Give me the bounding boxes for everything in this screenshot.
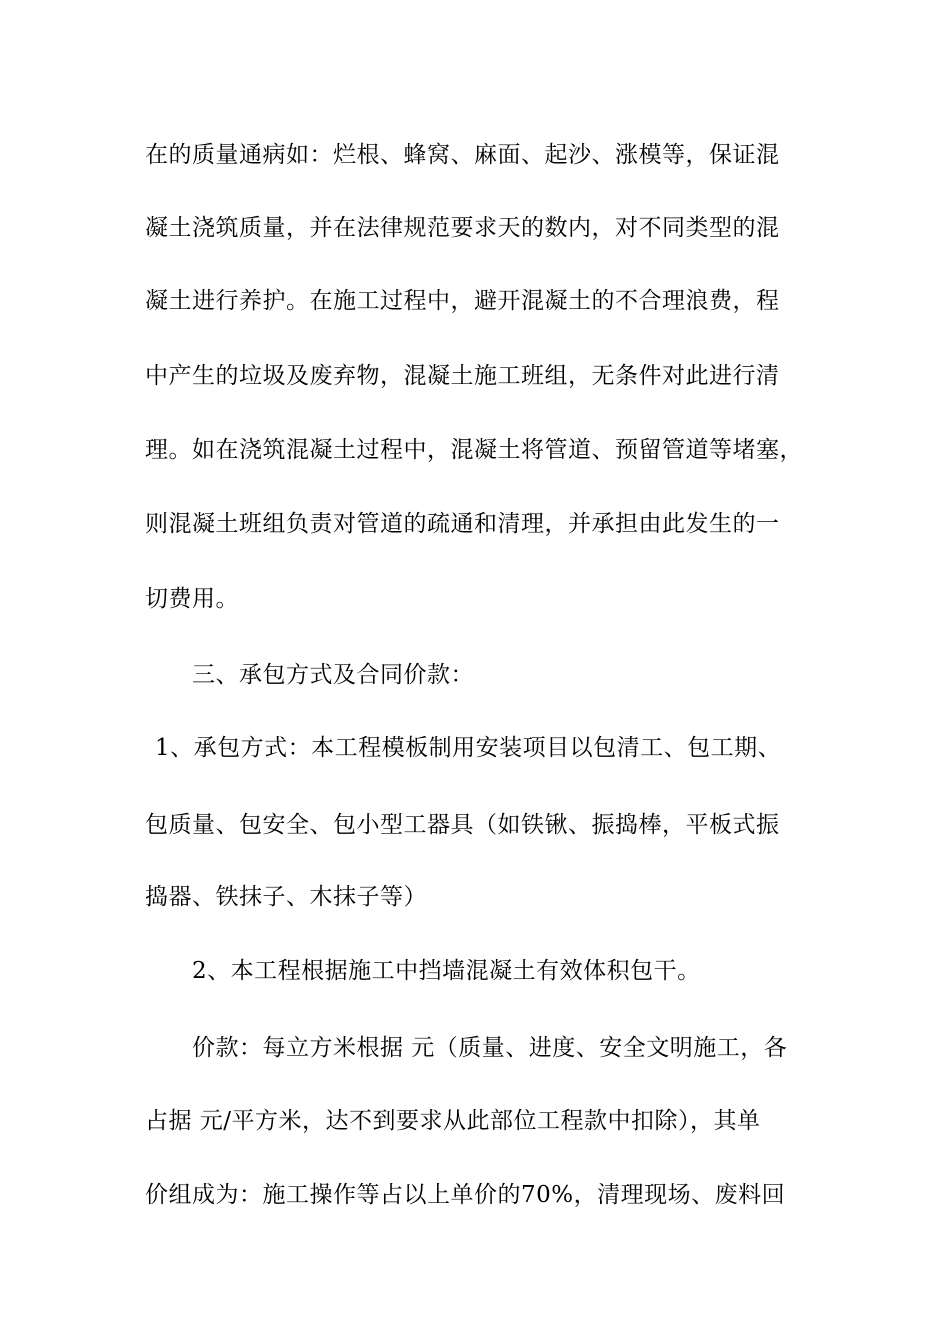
text-line: 切费用。 [145,586,239,612]
text-line: 占据 元/平方米，达不到要求从此部位工程款中扣除），其单 [145,1108,761,1134]
text-line: 价款：每立方米根据 元（质量、进度、安全文明施工，各 [192,1035,788,1061]
text-line: 凝土浇筑质量，并在法律规范要求天的数内，对不同类型的混 [145,215,780,241]
text-line: 在的质量通病如：烂根、蜂窝、麻面、起沙、涨模等，保证混 [145,142,780,168]
section-heading: 三、承包方式及合同价款： [192,662,474,688]
text-line: 捣器、铁抹子、木抹子等） [145,884,427,910]
text-line: 价组成为：施工操作等占以上单价的70%，清理现场、废料回 [145,1182,786,1208]
text-line: 包质量、包安全、包小型工器具（如铁锹、振捣棒，平板式振 [145,812,780,838]
text-line: 凝土进行养护。在施工过程中，避开混凝土的不合理浪费，程 [145,288,780,314]
text-line: 2、本工程根据施工中挡墙混凝土有效体积包干。 [192,958,701,984]
text-line: 理。如在浇筑混凝土过程中，混凝土将管道、预留管道等堵塞， [145,437,803,463]
text-line: 1、承包方式：本工程模板制用安装项目以包清工、包工期、 [155,735,782,761]
text-line: 则混凝土班组负责对管道的疏通和清理，并承担由此发生的一 [145,511,780,537]
text-line: 中产生的垃圾及废弃物，混凝土施工班组，无条件对此进行清 [145,363,780,389]
